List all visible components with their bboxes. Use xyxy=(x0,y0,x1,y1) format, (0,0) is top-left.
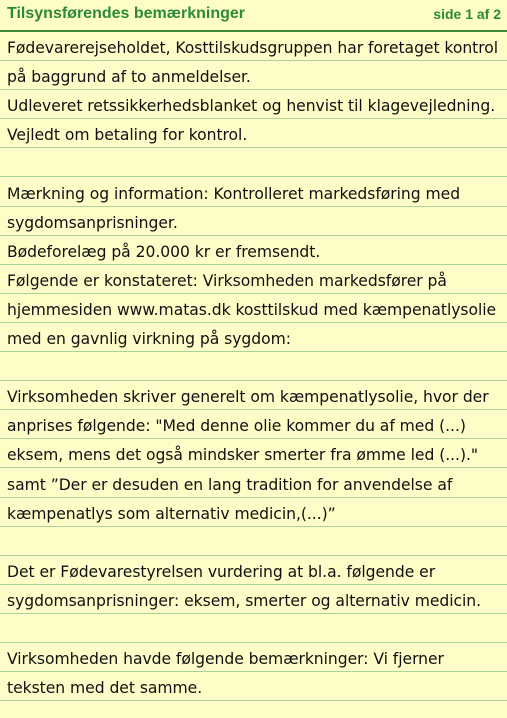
remarks-lines xyxy=(0,32,507,701)
remark-line-text: Det er Fødevarestyrelsen vurdering at bl.a. følgende er xyxy=(7,562,436,581)
remark-line xyxy=(0,410,507,439)
remark-line xyxy=(0,294,507,323)
remark-line xyxy=(0,119,507,148)
remark-line xyxy=(0,381,507,410)
remark-line xyxy=(0,32,507,61)
remark-line xyxy=(0,265,507,294)
remark-line-text: anprises følgende: "Med denne olie kommer du af med (...) xyxy=(7,417,466,436)
remark-line xyxy=(0,352,507,381)
remark-line xyxy=(0,177,507,206)
remark-line-text: med en gavnlig virkning på sygdom: xyxy=(7,330,291,349)
remark-line-text: Vejledt om betaling for kontrol. xyxy=(7,126,248,145)
remark-line xyxy=(0,439,507,468)
remark-line xyxy=(0,61,507,90)
remark-line-text: Udleveret retssikkerhedsblanket og henvist til klagevejledning. xyxy=(7,97,496,116)
remark-line-text: samt ”Der er desuden en lang tradition for anvendelse af xyxy=(7,475,453,494)
remark-line-text: kæmpenatlys som alternativ medicin,(...)” xyxy=(7,504,336,523)
remarks-title: Tilsynsførendes bemærkninger xyxy=(7,5,245,22)
remark-line-text: sygdomsanprisninger. xyxy=(7,213,178,232)
remark-line-text: Bødeforelæg på 20.000 kr er fremsendt. xyxy=(7,242,321,261)
remark-line xyxy=(0,207,507,236)
remark-line xyxy=(0,323,507,352)
remark-line-text: Følgende er konstateret: Virksomheden markedsfører på xyxy=(7,271,447,290)
remark-line-text: teksten med det samme. xyxy=(7,679,203,698)
remark-line xyxy=(0,498,507,527)
remark-line xyxy=(0,672,507,701)
remark-line xyxy=(0,643,507,672)
remark-line-text: Mærkning og information: Kontrolleret markedsføring med xyxy=(7,184,461,203)
remark-line xyxy=(0,585,507,614)
remark-line-text: på baggrund af to anmeldelser. xyxy=(7,68,251,87)
remark-line-text: Fødevarerejseholdet, Kosttilskudsgruppen har foretaget kontrol xyxy=(7,39,499,58)
remark-line-text: Virksomheden havde følgende bemærkninger: Vi fjerner xyxy=(7,650,444,669)
remark-line-text: hjemmesiden www.matas.dk kosttilskud med kæmpenatlysolie xyxy=(7,300,497,319)
remark-line xyxy=(0,468,507,497)
remark-line xyxy=(0,90,507,119)
remark-line xyxy=(0,236,507,265)
remark-line-text: Virksomheden skriver generelt om kæmpenatlysolie, hvor der xyxy=(7,388,489,407)
remark-line xyxy=(0,614,507,643)
remark-line xyxy=(0,148,507,177)
remark-line xyxy=(0,527,507,556)
remark-line-text: eksem, mens det også mindsker smerter fra ømme led (...)." xyxy=(7,446,479,465)
remark-line-text: sygdomsanprisninger: eksem, smerter og alternativ medicin. xyxy=(7,591,482,610)
remark-line xyxy=(0,556,507,585)
page-indicator: side 1 af 2 xyxy=(433,6,501,22)
remarks-header xyxy=(0,0,507,32)
